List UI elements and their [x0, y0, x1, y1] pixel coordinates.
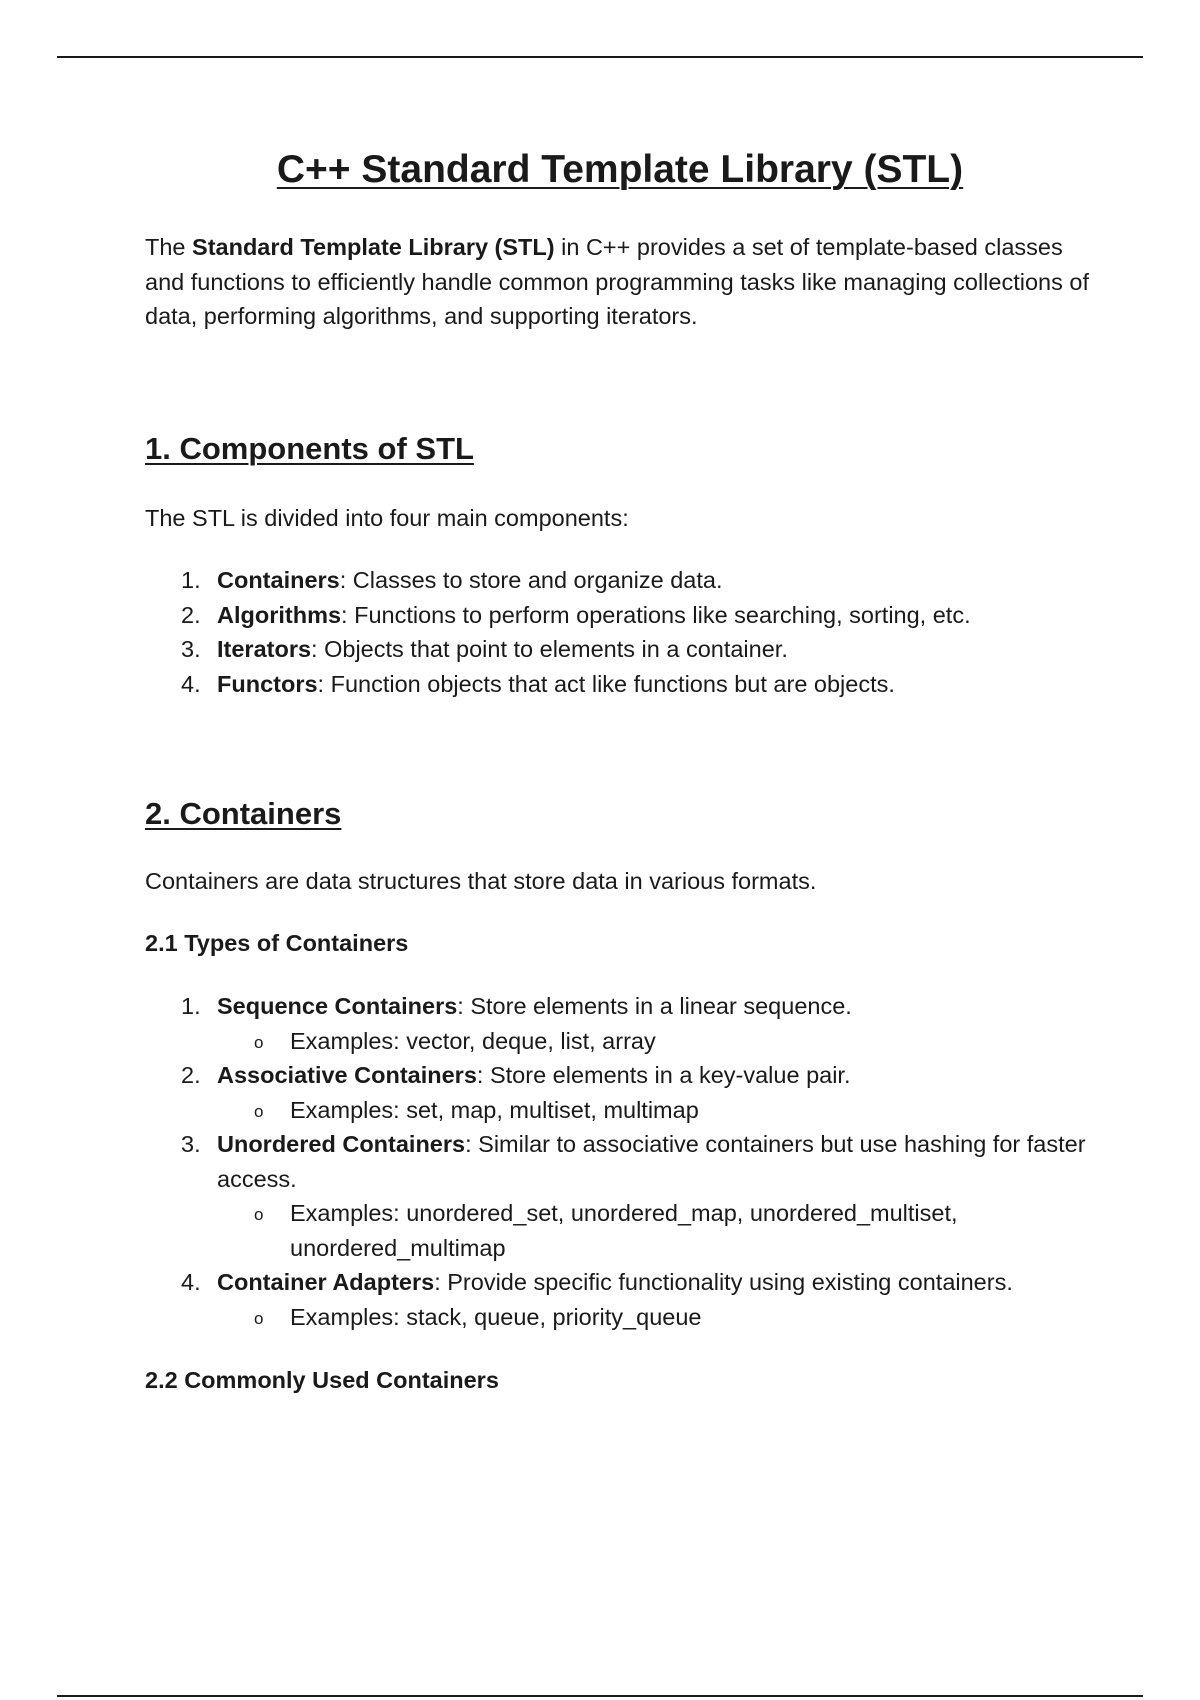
intro-prefix: The [145, 234, 193, 260]
list-number: 3. [181, 1131, 201, 1157]
list-number: 3. [181, 636, 201, 662]
example-sublist [217, 1196, 1095, 1265]
list-desc: : Function objects that act like functions but are objects. [317, 670, 895, 697]
bullet-icon: o [254, 1101, 264, 1121]
list-item [145, 1127, 1095, 1265]
section-heading-containers: 2. Containers [145, 796, 342, 831]
list-term: Container Adapters [217, 1269, 435, 1295]
page-title: C++ Standard Template Library (STL) [276, 148, 964, 191]
subsection-heading-types: 2.1 Types of Containers [145, 930, 409, 956]
example-sublist [217, 1093, 1095, 1128]
list-item [145, 598, 1095, 633]
list-desc: : Similar to associative containers but use hashing for faster access. [217, 1131, 1086, 1192]
bullet-icon: o [254, 1308, 264, 1328]
list-desc: : Provide specific functionality using existing containers. [434, 1269, 1013, 1295]
list-item [145, 563, 1095, 598]
example-text: Examples: set, map, multiset, multimap [290, 1096, 699, 1123]
list-number: 1. [181, 567, 201, 593]
intro-rest: in C++ provides a set of template-based classes and functions to efficiently handle common programming tasks like managing collections of data, performing algorithms, and supporting iterators. [145, 234, 1089, 329]
bullet-icon: o [254, 1032, 264, 1052]
list-desc: : Objects that point to elements in a container. [311, 636, 788, 662]
subsection-heading-common: 2.2 Commonly Used Containers [145, 1367, 499, 1393]
list-desc: : Store elements in a key-value pair. [476, 1062, 851, 1088]
list-item [145, 1058, 1095, 1127]
example-item [217, 1093, 1095, 1128]
container-types-list [145, 989, 1095, 1334]
list-item [145, 667, 1095, 702]
list-desc: : Store elements in a linear sequence. [457, 993, 852, 1019]
list-number: 4. [181, 670, 201, 697]
list-item [145, 1265, 1095, 1334]
list-number: 2. [181, 1062, 201, 1088]
footer-rule [57, 1695, 1143, 1697]
intro-paragraph [145, 230, 1095, 334]
section-heading-components: 1. Components of STL [145, 431, 474, 466]
example-item [217, 1196, 1095, 1265]
components-list [145, 563, 1095, 701]
list-term: Unordered Containers [217, 1131, 466, 1157]
list-term: Associative Containers [217, 1062, 477, 1088]
header-rule [57, 56, 1143, 58]
list-term: Sequence Containers [217, 993, 458, 1019]
bullet-icon: o [254, 1205, 264, 1224]
example-text: Examples: vector, deque, list, array [290, 1027, 656, 1054]
list-term: Algorithms [217, 601, 342, 628]
list-number: 2. [181, 601, 201, 628]
list-number: 4. [181, 1269, 201, 1295]
example-item [217, 1300, 1095, 1335]
list-item [145, 989, 1095, 1058]
list-desc: : Functions to perform operations like searching, sorting, etc. [341, 601, 971, 628]
example-sublist [217, 1024, 1095, 1059]
list-desc: : Classes to store and organize data. [339, 567, 723, 593]
list-item [145, 632, 1095, 667]
list-number: 1. [181, 993, 201, 1019]
containers-lead: Containers are data structures that store data in various formats. [145, 868, 817, 894]
list-term: Functors [217, 670, 318, 697]
list-term: Iterators [217, 636, 312, 662]
example-item [217, 1024, 1095, 1059]
intro-bold-term: Standard Template Library (STL) [192, 234, 555, 260]
components-lead: The STL is divided into four main components: [145, 505, 629, 531]
example-text: Examples: unordered_set, unordered_map, unordered_multiset, unordered_multimap [290, 1200, 958, 1261]
list-term: Containers [217, 567, 340, 593]
example-sublist [217, 1300, 1095, 1335]
example-text: Examples: stack, queue, priority_queue [290, 1303, 702, 1330]
